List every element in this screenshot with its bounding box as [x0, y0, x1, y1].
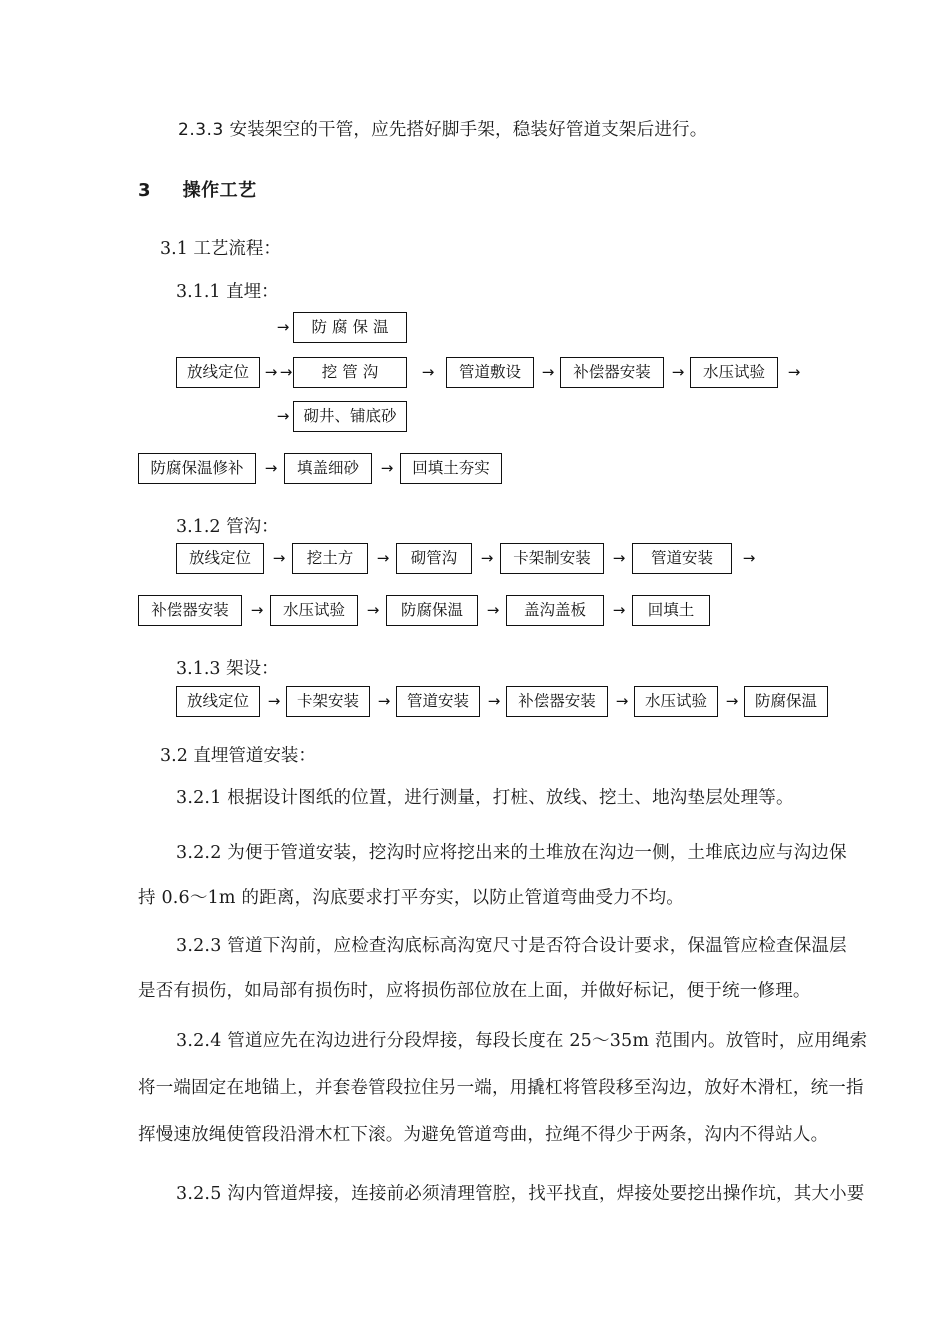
flow-node-setting-out: 放线定位	[176, 686, 260, 717]
flow-node-dig-trench: 挖管沟	[293, 357, 407, 388]
subheading-3-1-2: 3.1.2 管沟：	[176, 517, 279, 537]
flow-node-earth-excavation: 挖土方	[292, 543, 368, 574]
flow-node-bracket-fabrication-install: 卡架制安装	[500, 543, 604, 574]
arrow-right-icon: →	[376, 549, 390, 567]
arrow-right-icon: →	[264, 363, 278, 381]
arrow-right-icon: →	[377, 692, 391, 710]
flow-node-hydrostatic-test: 水压试验	[690, 357, 778, 388]
arrow-right-icon: →	[487, 692, 501, 710]
flow-node-anticorrosion-insulation: 防腐保温	[386, 595, 478, 626]
flow-node-compensator-install: 补偿器安装	[506, 686, 608, 717]
paragraph-2-3-3	[178, 122, 707, 140]
flow-node-trench-cover-plate: 盖沟盖板	[506, 595, 604, 626]
paragraph-3-2-5: 3.2.5 沟内管道焊接，连接前必须清理管腔，找平找直，焊接处要挖出操作坑，其大小要	[176, 1184, 865, 1204]
arrow-right-icon: →	[279, 363, 293, 381]
arrow-right-icon: →	[787, 363, 801, 381]
subheading-3-1: 3.1 工艺流程：	[160, 239, 281, 259]
flow-node-backfill-compaction: 回填土夯实	[400, 453, 502, 484]
arrow-right-icon: →	[615, 692, 629, 710]
paragraph-3-2-4-line2: 将一端固定在地锚上，并套卷管段拉住另一端，用撬杠将管段移至沟边，放好木滑杠，统一指	[138, 1078, 864, 1098]
section-heading-3	[138, 176, 257, 202]
flow-node-hydrostatic-test: 水压试验	[270, 595, 358, 626]
arrow-right-icon: →	[541, 363, 555, 381]
section-title: 操作工艺	[182, 180, 257, 201]
arrow-right-icon: →	[272, 549, 286, 567]
paragraph-3-2-1: 3.2.1 根据设计图纸的位置，进行测量，打桩、放线、挖土、地沟垫层处理等。	[176, 788, 794, 808]
flow-node-build-trench: 砌管沟	[396, 543, 472, 574]
subheading-3-1-3: 3.1.3 架设：	[176, 659, 279, 679]
paragraph-3-2-3-line2: 是否有损伤，如局部有损伤时，应将损伤部位放在上面，并做好标记，便于统一修理。	[138, 981, 811, 1001]
flow-node-pipe-install: 管道安装	[396, 686, 480, 717]
arrow-right-icon: →	[480, 549, 494, 567]
flow-node-setting-out: 放线定位	[176, 357, 260, 388]
flow-node-pipe-install: 管道安装	[632, 543, 732, 574]
section-number: 3	[138, 180, 152, 201]
flow-node-build-well-sand-bed: 砌井、铺底砂	[293, 401, 407, 432]
flow-node-hydrostatic-test: 水压试验	[634, 686, 718, 717]
paragraph-text: 安装架空的干管，应先搭好脚手架，稳装好管道支架后进行。	[229, 120, 708, 140]
paragraph-3-2-3-line1: 3.2.3 管道下沟前，应检查沟底标高沟宽尺寸是否符合设计要求，保温管应检查保温层	[176, 936, 847, 956]
arrow-right-icon: →	[612, 549, 626, 567]
arrow-right-icon: →	[671, 363, 685, 381]
paragraph-number: 2.3.3	[178, 120, 224, 140]
arrow-right-icon: →	[366, 601, 380, 619]
flow-node-bracket-install: 卡架安装	[286, 686, 370, 717]
arrow-right-icon: →	[267, 692, 281, 710]
paragraph-3-2-4-line3: 挥慢速放绳使管段沿滑木杠下滚。为避免管道弯曲，拉绳不得少于两条，沟内不得站人。	[138, 1125, 829, 1145]
arrow-right-icon: →	[612, 601, 626, 619]
flow-node-anticorrosion-insulation: 防腐保温	[744, 686, 828, 717]
paragraph-3-2-2-line2: 持 0.6～1m 的距离，沟底要求打平夯实，以防止管道弯曲受力不均。	[138, 888, 684, 908]
arrow-right-icon: →	[276, 318, 290, 336]
flow-node-compensator-install: 补偿器安装	[560, 357, 664, 388]
arrow-right-icon: →	[380, 459, 394, 477]
arrow-right-icon: →	[725, 692, 739, 710]
flow-node-setting-out: 放线定位	[176, 543, 264, 574]
flow-node-compensator-install: 补偿器安装	[138, 595, 242, 626]
arrow-right-icon: →	[742, 549, 756, 567]
flow-node-backfill: 回填土	[632, 595, 710, 626]
paragraph-3-2-2-line1: 3.2.2 为便于管道安装，挖沟时应将挖出来的土堆放在沟边一侧，土堆底边应与沟边保	[176, 843, 847, 863]
flow-node-insulation-repair: 防腐保温修补	[138, 453, 256, 484]
subheading-3-2: 3.2 直埋管道安装：	[160, 746, 316, 766]
arrow-right-icon: →	[276, 407, 290, 425]
arrow-right-icon: →	[486, 601, 500, 619]
flow-node-anticorrosion-insulation: 防腐保温	[293, 312, 407, 343]
paragraph-3-2-4-line1: 3.2.4 管道应先在沟边进行分段焊接，每段长度在 25～35m 范围内。放管时，应用绳索	[176, 1031, 868, 1051]
arrow-right-icon: →	[250, 601, 264, 619]
arrow-right-icon: →	[264, 459, 278, 477]
subheading-3-1-1: 3.1.1 直埋：	[176, 282, 279, 302]
arrow-right-icon: →	[421, 363, 435, 381]
flow-node-cover-fine-sand: 填盖细砂	[284, 453, 372, 484]
flow-node-pipe-laying: 管道敷设	[446, 357, 534, 388]
